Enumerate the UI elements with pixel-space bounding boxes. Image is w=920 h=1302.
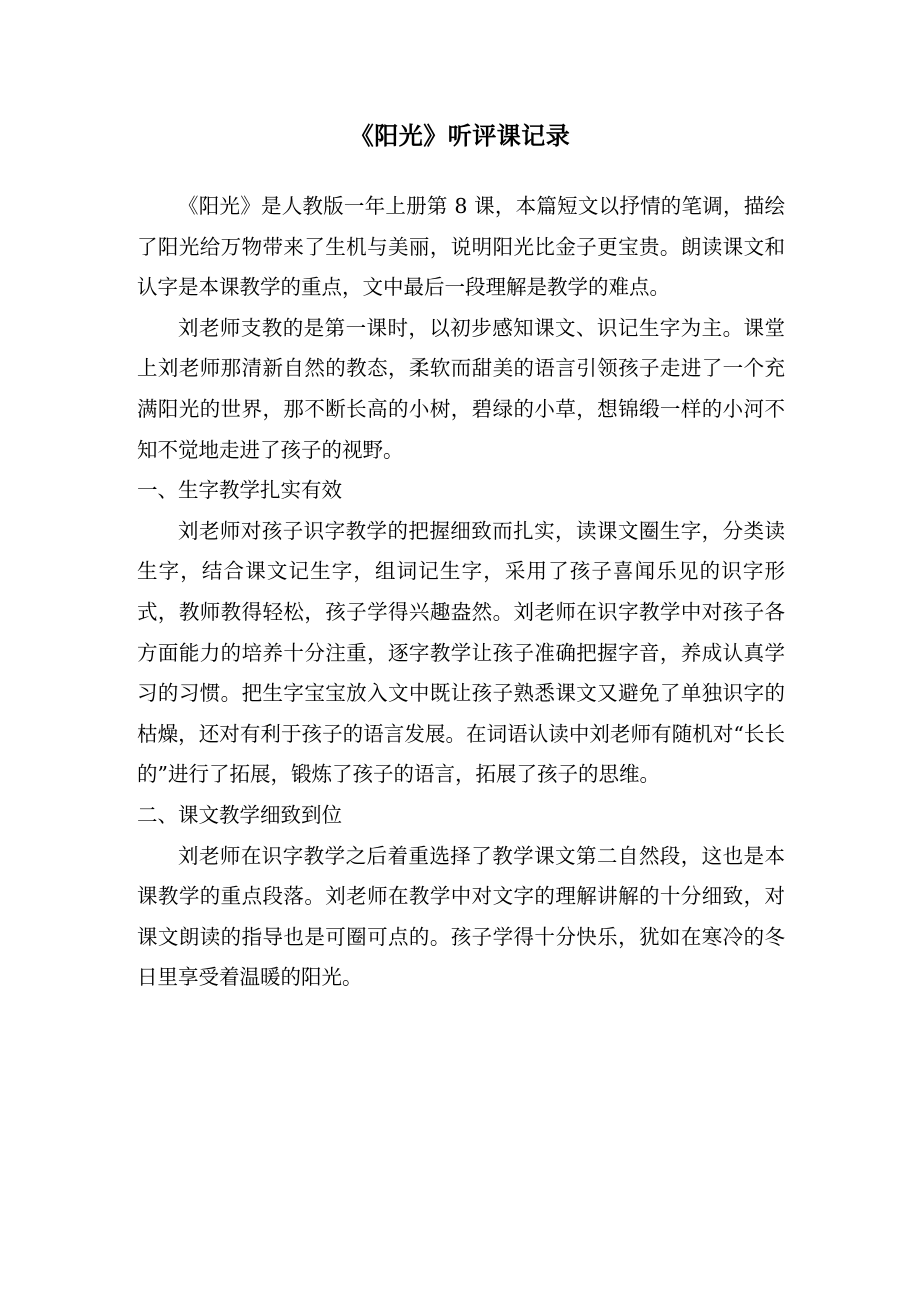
paragraph-intro: 《阳光》是人教版一年上册第 8 课，本篇短文以抒情的笔调，描绘了阳光给万物带来了生机与美丽，说明阳光比金子更宝贵。朗读课文和认字是本课教学的重点，文中最后一段理解是教学的难点。 — [137, 194, 785, 300]
document-title: 《阳光》听评课记录 — [349, 121, 571, 150]
paragraph-character-teaching: 刘老师对孩子识字教学的把握细致而扎实，读课文圈生字，分类读生字，结合课文记生字，组词记生字，采用了孩子喜闻乐见的识字形式，教师教得轻松，孩子学得兴趣盎然。刘老师在识字教学中对孩子各方面能力的培养十分注重，逐字教学让孩子准确把握字音，养成认真学习的习惯。把生字宝宝放入文中既让孩子熟悉课文又避免了单独识字的枯燥，还对有利于孩子的语言发展。在词语认读中刘老师有随机对“长长的”进行了拓展，锻炼了孩子的语言，拓展了孩子的思维。 — [137, 518, 785, 787]
section-heading-text-teaching: 二、课文教学细致到位 — [137, 802, 342, 827]
paragraph-lesson-overview: 刘老师支教的是第一课时，以初步感知课文、识记生字为主。课堂上刘老师那清新自然的教态，柔软而甜美的语言引领孩子走进了一个充满阳光的世界，那不断长高的小树，碧绿的小草，想锦缎一样的小河不知不觉地走进了孩子的视野。 — [137, 315, 785, 462]
paragraph-text-teaching: 刘老师在识字教学之后着重选择了教学课文第二自然段，这也是本课教学的重点段落。刘老师在教学中对文字的理解讲解的十分细致，对课文朗读的指导也是可圈可点的。孩子学得十分快乐，犹如在寒冷的冬日里享受着温暖的阳光。 — [137, 843, 785, 990]
section-heading-character-teaching: 一、生字教学扎实有效 — [137, 478, 342, 503]
document-body — [137, 186, 785, 998]
